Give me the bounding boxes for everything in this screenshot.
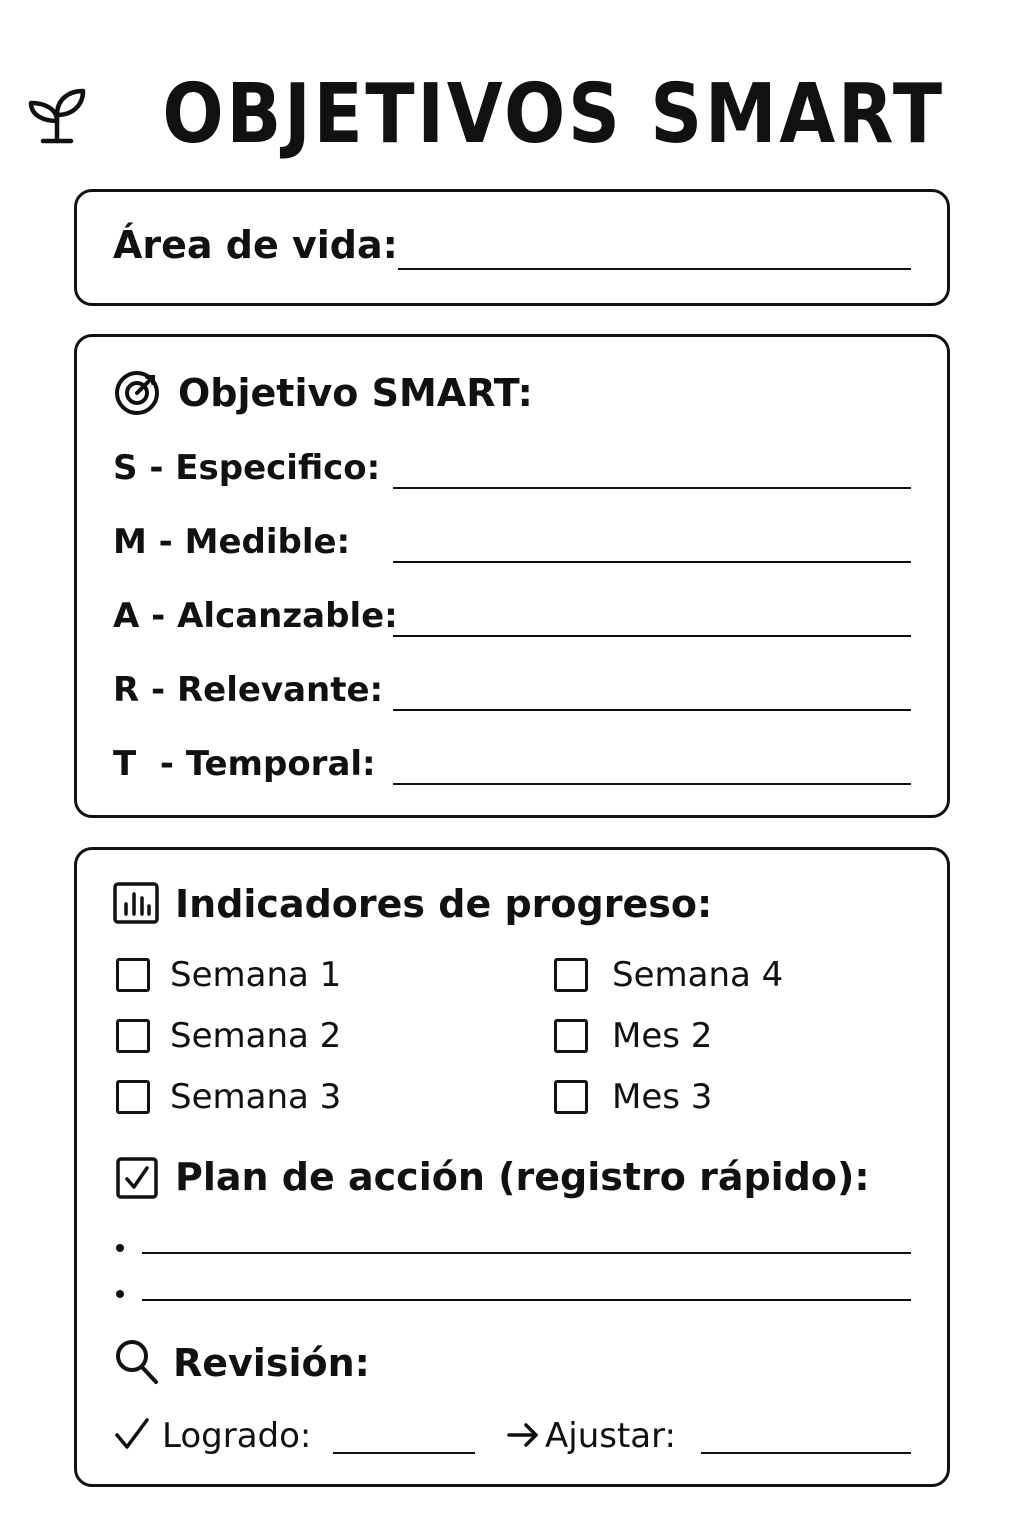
- checkbox-semana-1[interactable]: [116, 958, 150, 992]
- page-title: OBJETIVOS SMART: [162, 67, 946, 162]
- achieved-input-line[interactable]: [333, 1452, 475, 1454]
- checkbox-semana-3[interactable]: [116, 1080, 150, 1114]
- smart-input-r[interactable]: [393, 709, 911, 711]
- checkbox-label: Semana 3: [170, 1077, 342, 1117]
- adjust-label: Ajustar:: [545, 1416, 676, 1456]
- action-plan-heading: Plan de acción (registro rápido):: [175, 1155, 870, 1199]
- checkbox-label: Semana 1: [170, 955, 342, 995]
- sprout-icon: [25, 83, 89, 147]
- progress-heading: Indicadores de progreso:: [175, 882, 713, 926]
- checkbox-label: Semana 4: [612, 955, 784, 995]
- action-item-line-1[interactable]: [142, 1252, 911, 1254]
- area-label: Área de vida:: [113, 223, 398, 267]
- action-item-line-2[interactable]: [142, 1299, 911, 1301]
- area-input-line[interactable]: [398, 268, 911, 270]
- arrow-right-icon: [506, 1421, 540, 1449]
- target-icon: [113, 369, 161, 417]
- page-header: [0, 60, 1024, 170]
- bullet-icon: [116, 1244, 124, 1252]
- achieved-label: Logrado:: [162, 1416, 312, 1456]
- checkmark-icon: [114, 1417, 150, 1451]
- smart-label-r: R - Relevante:: [113, 670, 384, 710]
- bar-chart-icon: [113, 882, 159, 924]
- smart-input-s[interactable]: [393, 487, 911, 489]
- smart-heading: Objetivo SMART:: [178, 371, 533, 415]
- checkbox-label: Mes 3: [612, 1077, 713, 1117]
- smart-input-a[interactable]: [393, 635, 911, 637]
- checkbox-label: Mes 2: [612, 1016, 713, 1056]
- smart-label-a: A - Alcanzable:: [113, 596, 398, 636]
- smart-label-t: T - Temporal:: [113, 744, 376, 784]
- bullet-icon: [116, 1290, 124, 1298]
- checkbox-checked-icon: [116, 1157, 158, 1199]
- smart-label-s: S - Especifico:: [113, 448, 381, 488]
- checkbox-semana-4[interactable]: [554, 958, 588, 992]
- smart-input-t[interactable]: [393, 783, 911, 785]
- checkbox-label: Semana 2: [170, 1016, 342, 1056]
- review-heading: Revisión:: [173, 1341, 370, 1385]
- checkbox-mes-3[interactable]: [554, 1080, 588, 1114]
- adjust-input-line[interactable]: [701, 1452, 911, 1454]
- smart-label-m: M - Medible:: [113, 522, 351, 562]
- checkbox-semana-2[interactable]: [116, 1019, 150, 1053]
- search-icon: [115, 1339, 159, 1385]
- checkbox-mes-2[interactable]: [554, 1019, 588, 1053]
- smart-input-m[interactable]: [393, 561, 911, 563]
